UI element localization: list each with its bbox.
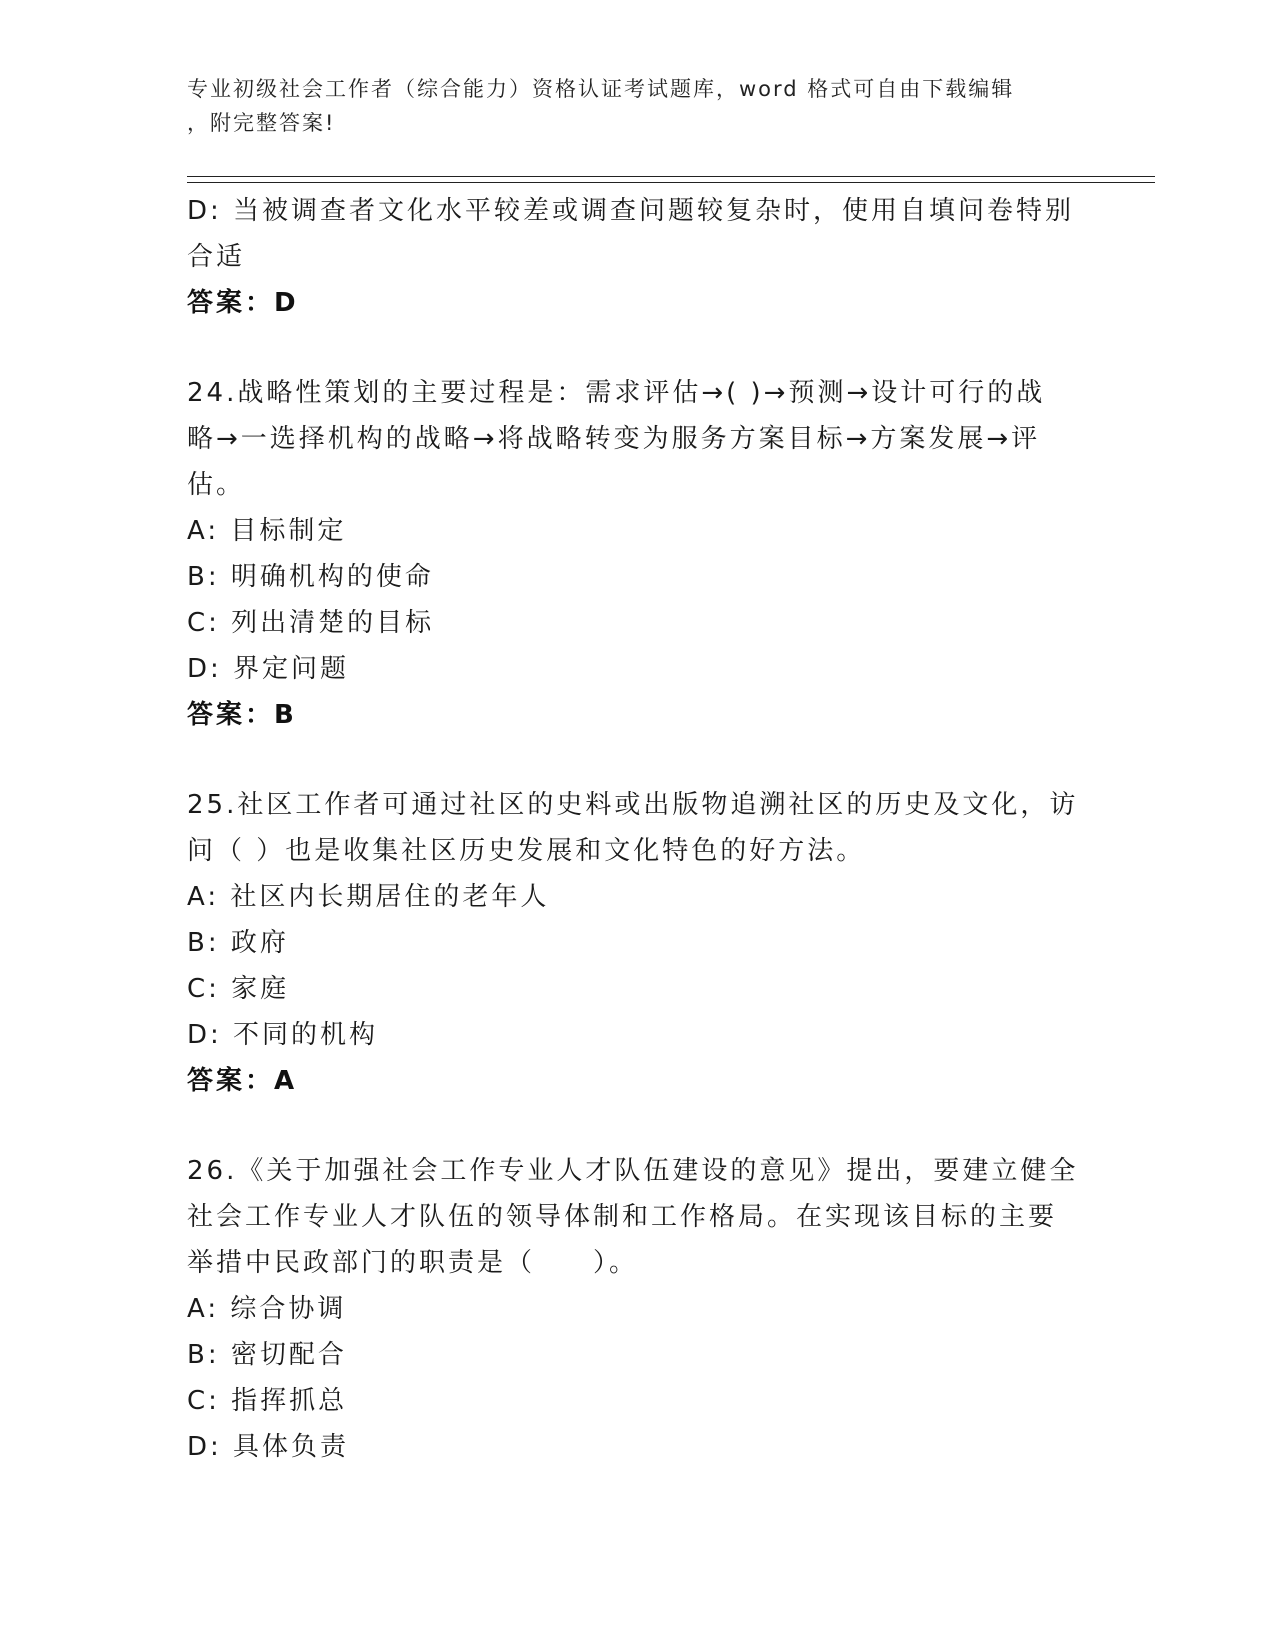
option-d: D: 界定问题 (187, 654, 350, 684)
question-text-line: 社会工作专业人才队伍的领导体制和工作格局。在实现该目标的主要 (187, 1202, 1058, 1232)
question-25 (187, 782, 1087, 1104)
option-d-line-1: D: 当被调查者文化水平较差或调查问题较复杂时，使用自填问卷特别 (187, 196, 1075, 226)
option-a: A: 目标制定 (187, 516, 347, 546)
question-text-line: 略→一选择机构的战略→将战略转变为服务方案目标→方案发展→评 (187, 424, 1041, 454)
option-b: B: 密切配合 (187, 1340, 347, 1370)
answer-line: 答案：B (187, 700, 297, 730)
question-text-line: 25.社区工作者可通过社区的史料或出版物追溯社区的历史及文化，访 (187, 790, 1079, 820)
question-text-line: 24.战略性策划的主要过程是：需求评估→( )→预测→设计可行的战 (187, 378, 1046, 408)
answer-line: 答案：D (187, 288, 299, 318)
question-text-line: 26.《关于加强社会工作专业人才队伍建设的意见》提出，要建立健全 (187, 1156, 1079, 1186)
option-a: A: 综合协调 (187, 1294, 347, 1324)
option-c: C: 指挥抓总 (187, 1386, 348, 1416)
answer-line: 答案：A (187, 1066, 298, 1096)
page-header (187, 72, 1067, 140)
option-d: D: 具体负责 (187, 1432, 350, 1462)
option-d: D: 不同的机构 (187, 1020, 379, 1050)
option-b: B: 明确机构的使命 (187, 562, 434, 592)
question-24 (187, 370, 1087, 738)
question-text-line: 估。 (187, 470, 246, 500)
question-26 (187, 1148, 1087, 1470)
option-b: B: 政府 (187, 928, 289, 958)
option-c: C: 列出清楚的目标 (187, 608, 435, 638)
header-line-2: ，附完整答案! (187, 111, 336, 135)
document-body (187, 188, 1087, 1470)
question-text-line: 问（ ）也是收集社区历史发展和文化特色的好方法。 (187, 836, 866, 866)
question-text-line: 举措中民政部门的职责是（ ）。 (187, 1248, 639, 1278)
header-line-1: 专业初级社会工作者（综合能力）资格认证考试题库，word 格式可自由下载编辑 (187, 77, 1015, 101)
previous-question-fragment (187, 188, 1087, 326)
option-d-line-2: 合适 (187, 242, 246, 272)
option-c: C: 家庭 (187, 974, 290, 1004)
option-a: A: 社区内长期居住的老年人 (187, 882, 550, 912)
header-double-rule (187, 176, 1155, 183)
